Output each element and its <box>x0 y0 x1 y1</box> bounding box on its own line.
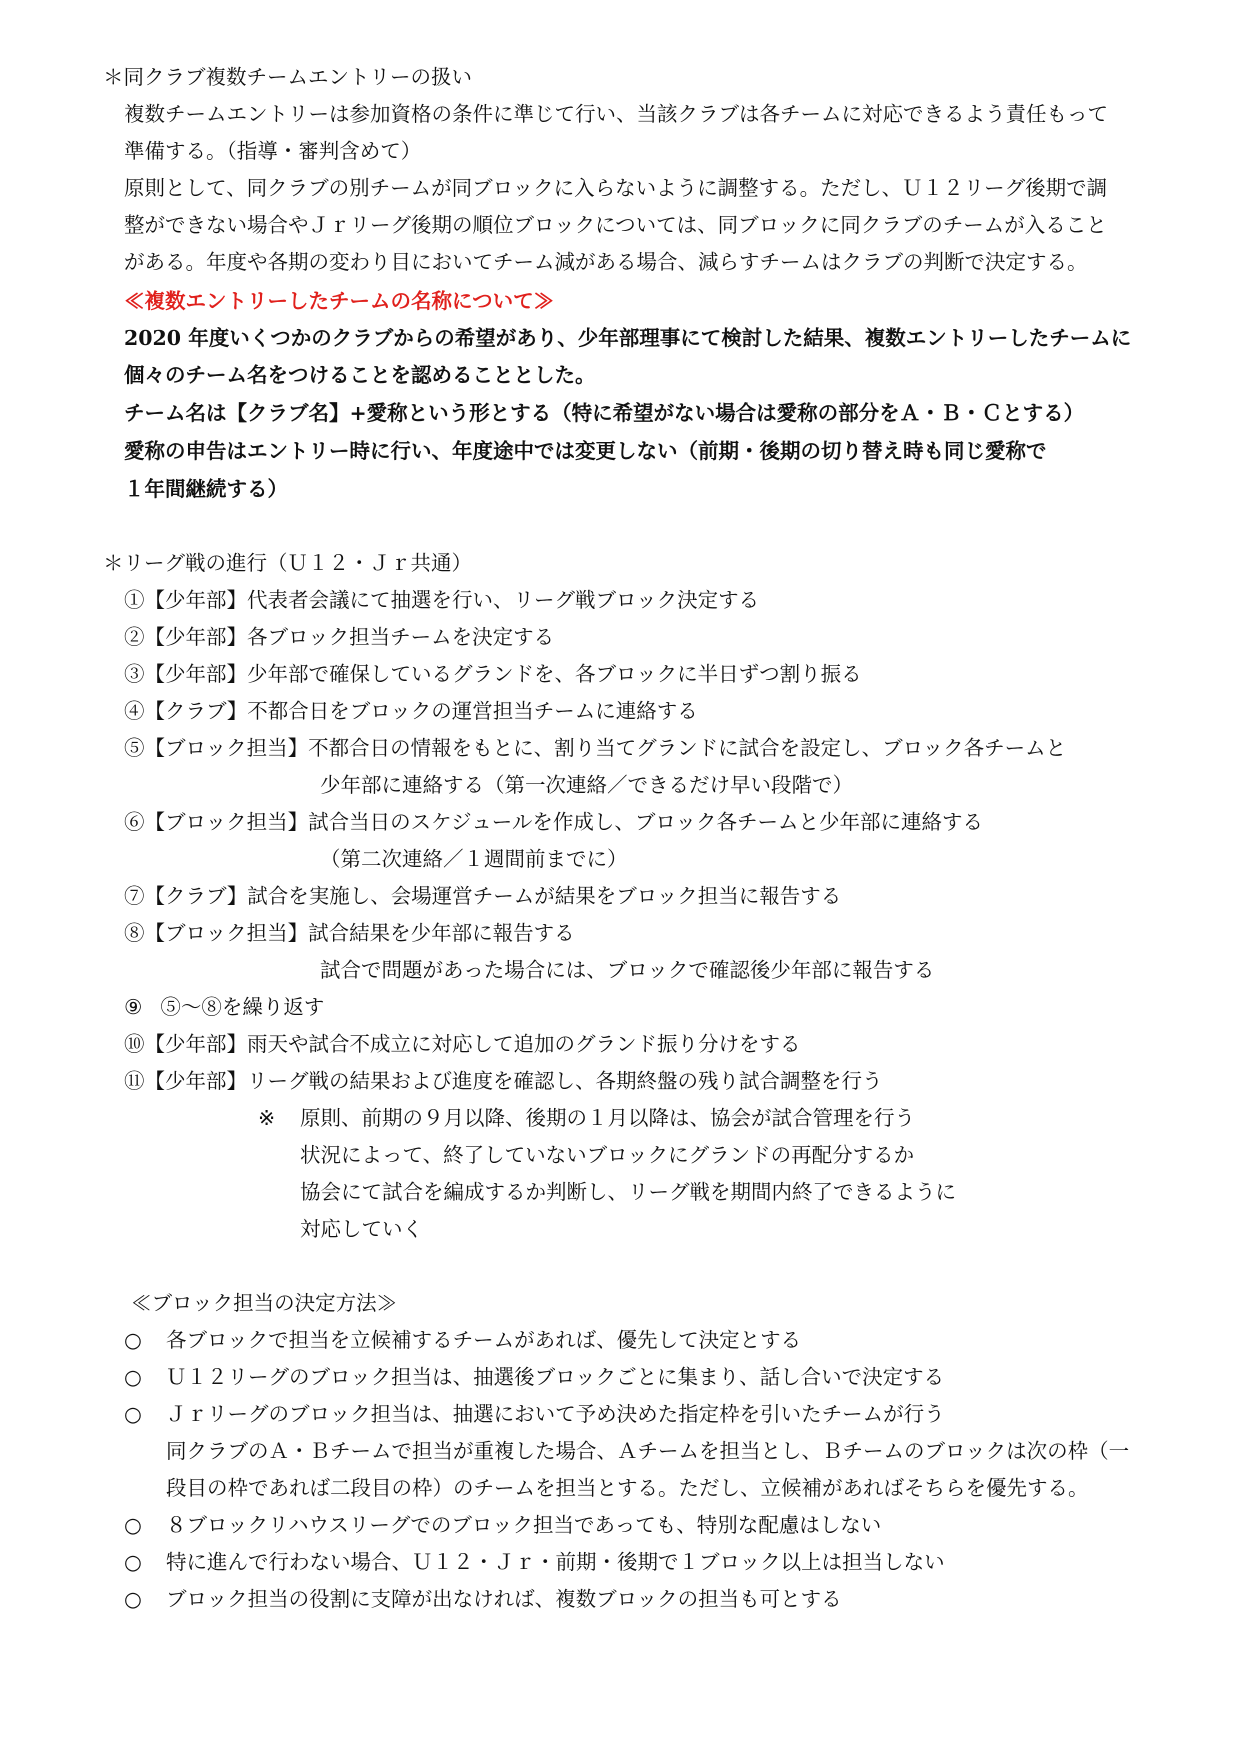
step-role: 【少年部】 <box>144 588 247 612</box>
step-text: 試合を実施し、会場運営チームが結果をブロック担当に報告する <box>247 884 842 908</box>
step-number: ⑧ <box>124 921 145 945</box>
section-heading-block-manager: ≪ブロック担当の決定方法≫ <box>131 1291 398 1315</box>
bullet-icon: ○ <box>124 1328 142 1352</box>
step-text: 代表者会議にて抽選を行い、リーグ戦ブロック決定する <box>247 588 760 612</box>
step-role: 【少年部】 <box>144 662 247 686</box>
bold-paragraph-line: １年間継続する） <box>124 477 288 501</box>
step-number: ① <box>124 588 145 612</box>
step-role: 【クラブ】 <box>144 699 248 723</box>
step-item <box>124 659 862 689</box>
step-text: 少年部で確保しているグランドを、各ブロックに半日ずつ割り振る <box>247 662 862 686</box>
step-role: 【少年部】 <box>144 1032 247 1056</box>
list-item: ブロック担当の役割に支障が出なければ、複数ブロックの担当も可とする <box>166 1587 842 1611</box>
step-item <box>124 622 554 652</box>
step-role: 【ブロック担当】 <box>144 810 309 834</box>
note-line: 状況によって、終了していないブロックにグランドの再配分するか <box>300 1143 915 1167</box>
step-text: 各ブロック担当チームを決定する <box>247 625 555 649</box>
bold-paragraph-line: 個々のチーム名をつけることを認めることとした。 <box>124 363 596 387</box>
step-number: ② <box>124 625 145 649</box>
section-heading-multi-entry: ＊同クラブ複数チームエントリーの扱い <box>103 65 472 89</box>
bold-paragraph-line: チーム名は【クラブ名】+愛称という形とする（特に希望がない場合は愛称の部分をＡ・Ｂ・Ｃとする） <box>124 401 1085 425</box>
list-item: 特に進んで行わない場合、Ｕ１２・Ｊｒ・前期・後期で１ブロック以上は担当しない <box>166 1550 945 1574</box>
step-number: ④ <box>124 699 145 723</box>
section-heading-league-progress: ＊リーグ戦の進行（Ｕ１２・Ｊｒ共通） <box>103 551 472 575</box>
step-item <box>124 733 1066 763</box>
step-item <box>124 696 698 726</box>
paragraph-line: 原則として、同クラブの別チームが同ブロックに入らないように調整する。ただし、Ｕ１２リーグ後期で調 <box>124 176 1108 200</box>
step-number: ⑪ <box>124 1069 145 1093</box>
step-item <box>124 1029 801 1059</box>
paragraph-line: がある。年度や各期の変わり目においてチーム減がある場合、減らすチームはクラブの判断で決定する。 <box>124 250 1088 274</box>
step-number: ⑦ <box>124 884 145 908</box>
bullet-icon: ○ <box>124 1513 142 1537</box>
bullet-icon: ○ <box>124 1402 142 1426</box>
step-role: 【ブロック担当】 <box>144 921 309 945</box>
step-text: 雨天や試合不成立に対応して追加のグランド振り分けをする <box>247 1032 801 1056</box>
note-line: 原則、前期の９月以降、後期の１月以降は、協会が試合管理を行う <box>300 1106 915 1130</box>
note-mark: ※ <box>258 1106 276 1130</box>
step-item <box>124 918 575 948</box>
list-item: ８ブロックリハウスリーグでのブロック担当であっても、特別な配慮はしない <box>166 1513 882 1537</box>
paragraph-line: 複数チームエントリーは参加資格の条件に準じて行い、当該クラブは各チームに対応できるよう責任もって <box>124 102 1108 126</box>
step-text: ⑤〜⑧を繰り返す <box>160 995 325 1019</box>
note-line: 対応していく <box>300 1217 423 1241</box>
bullet-icon: ○ <box>124 1365 142 1389</box>
bullet-icon: ○ <box>124 1550 142 1574</box>
list-item-continued: 段目の枠であれば二段目の枠）のチームを担当とする。ただし、立候補があればそちらを優先する。 <box>166 1476 1089 1500</box>
step-item <box>124 992 324 1022</box>
step-number: ⑨ <box>124 995 143 1019</box>
step-text-continued: 少年部に連絡する（第一次連絡／できるだけ早い段階で） <box>320 773 853 797</box>
bold-paragraph-line: 2020 年度いくつかのクラブからの希望があり、少年部理事にて検討した結果、複数エントリーしたチームに <box>124 326 1132 350</box>
step-role: 【クラブ】 <box>144 884 248 908</box>
step-text: 試合当日のスケジュールを作成し、ブロック各チームと少年部に連絡する <box>308 810 983 834</box>
step-role: 【ブロック担当】 <box>144 736 309 760</box>
list-item: 各ブロックで担当を立候補するチームがあれば、優先して決定とする <box>166 1328 802 1352</box>
paragraph-line: 整ができない場合やＪｒリーグ後期の順位ブロックについては、同ブロックに同クラブのチームが入ること <box>124 213 1107 237</box>
step-text-continued: 試合で問題があった場合には、ブロックで確認後少年部に報告する <box>320 958 935 982</box>
step-number: ⑩ <box>124 1032 145 1056</box>
step-text: 不都合日の情報をもとに、割り当てグランドに試合を設定し、ブロック各チームと <box>308 736 1067 760</box>
list-item: Ｕ１２リーグのブロック担当は、抽選後ブロックごとに集まり、話し合いで決定する <box>166 1365 945 1389</box>
list-item: Ｊｒリーグのブロック担当は、抽選において予め決めた指定枠を引いたチームが行う <box>166 1402 945 1426</box>
step-item <box>124 881 841 911</box>
list-item-continued: 同クラブのＡ・Ｂチームで担当が重複した場合、Ａチームを担当とし、Ｂチームのブロックは次の枠（一 <box>166 1439 1130 1463</box>
step-role: 【少年部】 <box>144 625 247 649</box>
step-number: ⑤ <box>124 736 145 760</box>
step-number: ③ <box>124 662 145 686</box>
step-item <box>124 585 759 615</box>
paragraph-line: 準備する。（指導・審判含めて） <box>124 139 422 163</box>
bullet-icon: ○ <box>124 1587 142 1611</box>
note-line: 協会にて試合を編成するか判断し、リーグ戦を期間内終了できるように <box>300 1180 956 1204</box>
step-text-continued: （第二次連絡／１週間前までに） <box>320 847 628 871</box>
step-text: 試合結果を少年部に報告する <box>308 921 575 945</box>
step-item <box>124 807 983 837</box>
step-role: 【少年部】 <box>144 1069 247 1093</box>
bold-paragraph-line: 愛称の申告はエントリー時に行い、年度途中では変更しない（前期・後期の切り替え時も同じ愛称で <box>124 439 1047 463</box>
team-name-subheading: ≪複数エントリーしたチームの名称について≫ <box>124 289 555 313</box>
step-text: リーグ戦の結果および進度を確認し、各期終盤の残り試合調整を行う <box>247 1069 883 1093</box>
step-text: 不都合日をブロックの運営担当チームに連絡する <box>247 699 698 723</box>
step-item <box>124 1066 883 1096</box>
step-number: ⑥ <box>124 810 145 834</box>
